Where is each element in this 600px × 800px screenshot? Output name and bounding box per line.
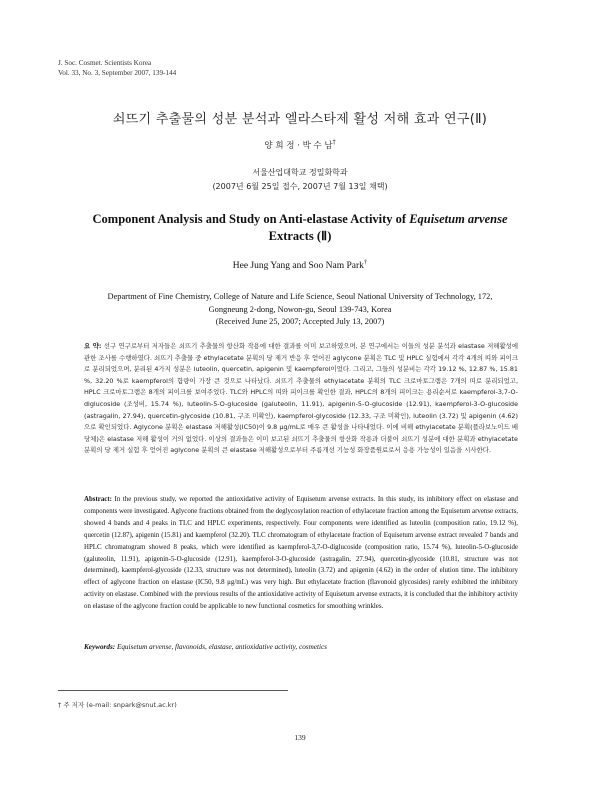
korean-affiliation: 서울산업대학교 정밀화학과 bbox=[252, 168, 348, 177]
footnote: † 주 저자 (e-mail: snpark@snut.ac.kr) bbox=[58, 701, 177, 709]
journal-header bbox=[58, 58, 176, 78]
keywords-label: Keywords: bbox=[84, 643, 116, 651]
korean-affiliation-block bbox=[40, 166, 560, 194]
english-title-suffix: Extracts (Ⅱ) bbox=[268, 229, 332, 243]
english-author-mark: † bbox=[363, 258, 368, 266]
korean-dates: (2007년 6월 25일 접수, 2007년 7월 13일 채택) bbox=[212, 182, 388, 191]
english-affiliation-line1: Department of Fine Chemistry, College of Nature and Life Science, Seoul National University of Technology, 172, bbox=[107, 292, 493, 301]
korean-abstract-text: 선구 연구로부터 저자들은 쇠뜨기 추출물의 항산화 작용에 대한 결과를 이미 보고하였으며, 본 연구에서는 이들의 성분 분석과 elastase 저해활성에 관한 조사를 수행하였다. 쇠뜨기 추출물 중 ethylacetate 분획의 당 제거 반응 후 얻어진 aglycone 분획은 TLC 및 HPLC 실험에서 각각 4개의 띠와 피이크로 분리되었으며, 분리된 4가지 성분은 luteolin, quercetin, apigenin 및 kaempferol이었다. 그리고, 그들의 성분비는 각각 19.12 %, 12.87 %, 15.81 %, 32.20 %로 kaempferol의 함량이 가장 큰 것으로 나타났다. 쇠뜨기 추출물의 ethylacetate 분획의 TLC 크로마토그램은 7개의 띠로 분리되었고, HPLC 크로마토그램은 8개의 피이크를 보여주었다. TLC와 HPLC의 띠와 피이크를 확인한 결과, HPLC의 8개의 피이크는 용리순서로 kaempferol-3,7-O-diglucoside (조성비, 15.74 %), luteolin-5-O-glucoside (galuteolin, 11.91), apigenin-5-O-glucoside (12.91), kaempferol-3-O-glucoside (astragalin, 27.94), quercetin-glycoside (10.81, 구조 미확인), kaempferol-glycoside (12.33, 구조 미확인), luteolin (3.72) 및 apigenin (4.62)으로 확인되었다. Aglycone 분획은 elastase 저해활성(IC50)이 9.8 μg/mL로 매우 큰 활성을 나타내었다. 이에 비해 ethylacetate 분획(플라보노이드 배당체)은 elastase 저해 활성이 거의 없었다. 이상의 결과들은 이미 보고된 쇠뜨기 추출물의 항산화 작용과 더불어 쇠뜨기 성분에 대한 분획과 ethylacetate 분획의 당 제거 실험 후 얻어진 aglycone 분획의 큰 elastase 저해활성으로부터 주름개선 기능성 화장품원료로서 응용 가능성이 있음을 시사한다. bbox=[84, 342, 519, 455]
korean-abstract bbox=[84, 341, 518, 457]
korean-abstract-label: 요 약: bbox=[84, 342, 102, 350]
english-title-species: Equisetum arvense bbox=[409, 212, 508, 226]
keywords bbox=[84, 643, 518, 651]
english-dates: (Received June 25, 2007; Accepted July 13, 2007) bbox=[215, 317, 385, 326]
korean-authors bbox=[40, 139, 560, 151]
english-affiliation-line2: Gongneung 2-dong, Nowon-gu, Seoul 139-743, Korea bbox=[208, 304, 392, 314]
english-authors bbox=[40, 258, 560, 271]
keywords-text: Equisetum arvense, flavonoids, elastase, antioxidative activity, cosmetics bbox=[115, 643, 327, 651]
english-title bbox=[40, 211, 560, 245]
journal-volume: Vol. 33, No. 3, September 2007, 139-144 bbox=[58, 69, 177, 77]
english-affiliation-block bbox=[55, 291, 545, 329]
english-author-names: Hee Jung Yang and Soo Nam Park bbox=[232, 261, 364, 271]
english-abstract-text: In the previous study, we reported the antioxidative activity of Equisetum arvense extracts. In this study, its inhibitory effect on elastase and components were investigated. Aglycone fractions obtained from the deglycosylation reaction of ethylacetate fraction among the Equisetum arvense extracts, showed 4 bands and 4 peaks in TLC and HPLC experiments, respectively. Four components were identified as luteolin (composition ratio, 19.12 %), quercetin (12.87), apigenin (15.81) and kaempferol (32.20). TLC chromatogram of ethylacetate fraction of Equisetum arvense extract revealed 7 bands and HPLC chromatogram showed 8 peaks, which were identified as kaempferol-3,7-O-diglucoside (composition ratio, 15.74 %), luteolin-5-O-glucoside (galuteolin, 11.91), apigenin-5-O-glucoside (12.91), kaempferol-3-O-glucoside (astragalin, 27.94), quercetin-glycoside (10.81, structure was not determined), kaempferol-glycoside (12.33, structure was not determined), luteolin (3.72) and apigenin (4.62) in the order of elution time. The inhibitory effect of aglycone fraction on elastase (IC50, 9.8 μg/mL) was very high. But ethylacetate fraction (flavonoid glycosides) rarely exhibited the inhibitory activity on elastase. Combined with the previous results of the antioxidative activity of Equisetum arvense extracts, it is concluded that the inhibitory activity on elastase of the aglycone fraction could be applicable to new functional cosmetics for smoothing wrinkles. bbox=[84, 496, 518, 611]
footnote-rule bbox=[58, 690, 288, 691]
english-abstract-label: Abstract: bbox=[84, 496, 112, 503]
korean-title: 쇠뜨기 추출물의 성분 분석과 엘라스타제 활성 저해 효과 연구(Ⅱ) bbox=[112, 112, 488, 127]
page-number: 139 bbox=[294, 733, 306, 742]
english-title-prefix: Component Analysis and Study on Anti-elastase Activity of bbox=[92, 212, 410, 226]
english-abstract bbox=[84, 494, 518, 613]
korean-author-names: 양 희 정 · 박 수 남 bbox=[264, 141, 333, 151]
journal-name: J. Soc. Cosmet. Scientists Korea bbox=[58, 59, 152, 67]
korean-author-mark: † bbox=[332, 139, 336, 147]
